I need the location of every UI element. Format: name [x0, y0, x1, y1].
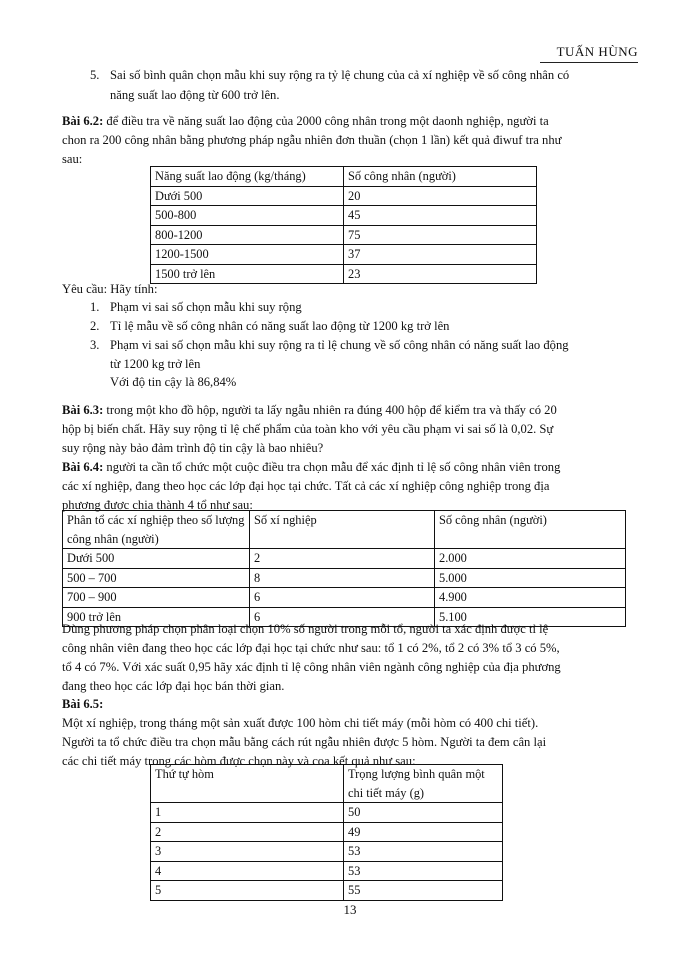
table-row: 900 trở lên 6 5.100	[63, 607, 626, 627]
table-row: 5 55	[151, 881, 503, 901]
exercise-6-2-title: Bài 6.2:	[62, 114, 104, 128]
table-row: 4 53	[151, 861, 503, 881]
list-item-5-cont: năng suất lao động từ 600 trở lên.	[110, 88, 280, 102]
exercise-6-3-title: Bài 6.3:	[62, 403, 104, 417]
page-number: 13	[343, 902, 357, 917]
exercise-6-5-title: Bài 6.5:	[62, 697, 104, 711]
exercise-6-4-text: Bài 6.4: người ta cần tổ chức một cuộc điều tra chọn mẫu để xác định tỉ lệ số công nhân viên trong các xí nghiệp, đang theo học các lớp đại học tại chức. Tất cả các xí nghiệp công nghiệp trong địa phương được chia thành 4 tổ như sau:	[62, 460, 561, 512]
header-rule	[540, 62, 638, 63]
table-row: 1500 trở lên 23	[151, 264, 537, 284]
list-item: 3. Phạm vi sai số chọn mẫu khi suy rộng ra tỉ lệ chung về số công nhân có năng suất lao động	[90, 338, 569, 352]
table-row: 500-800 45	[151, 206, 537, 226]
list-item-cont: từ 1200 kg trở lên	[110, 357, 201, 371]
exercise-6-4-paragraph: Dùng phương pháp chọn phân loại chọn 10% số người trong mỗi tổ, người ta xác định được tỉ lệ công nhân viên đang theo học các lớp đại học tại chức như sau: tổ 1 có 2%, tổ 2 có 3% tổ 3 có 5%, tổ 4 có 7%. Với xác suất 0,95 hãy xác định tỉ lệ công nhân viên ngành công nghiệp của địa phương đang theo học các lớp đại học bán thời gian.	[62, 622, 561, 693]
table-row: 3 53	[151, 842, 503, 862]
table-row: 1 50	[151, 803, 503, 823]
table-row: 800-1200 75	[151, 225, 537, 245]
table-row: 700 – 900 6 4.900	[63, 588, 626, 608]
table-row: Dưới 500 2 2.000	[63, 549, 626, 569]
table-6-4	[62, 510, 626, 627]
exercise-6-5-text: Bài 6.5: Một xí nghiệp, trong tháng một sản xuất được 100 hòm chi tiết máy (mỗi hòm có 400 chi tiết). Người ta tổ chức điều tra chọn mẫu bằng cách rút ngẫu nhiên được 5 hòm. Người ta đem cân lại các chi tiết máy trong các hòm được chọn này và coa kết quả như sau:	[62, 697, 547, 768]
table-row: 2 49	[151, 822, 503, 842]
table-header-row: Phân tổ các xí nghiệp theo số lượng công nhân (người) Số xí nghiệp Số công nhân (người)	[63, 511, 626, 549]
table-row: 500 – 700 8 5.000	[63, 568, 626, 588]
table-6-5	[150, 764, 503, 901]
confidence-note: Với độ tin cậy là 86,84%	[110, 375, 237, 389]
exercise-6-4-title: Bài 6.4:	[62, 460, 104, 474]
table-6-2	[150, 166, 537, 284]
list-item: 1. Phạm vi sai số chọn mẫu khi suy rộng	[90, 300, 302, 314]
list-item-5: 5. Sai số bình quân chọn mẫu khi suy rộng ra tỷ lệ chung của cả xí nghiệp về số công nhân có	[90, 68, 570, 82]
table-header-row: Thứ tự hòm Trọng lượng bình quân một chi tiết máy (g)	[151, 765, 503, 803]
exercise-6-2-text: Bài 6.2: để điều tra về năng suất lao động của 2000 công nhân trong một daonh nghiệp, người ta chon ra 200 công nhân bằng phương pháp ngẫu nhiên đơn thuần (chọn 1 lần) kết quả điwuf tra như sau:	[62, 114, 562, 166]
exercise-6-3-text: Bài 6.3: trong một kho đồ hộp, người ta lấy ngẫu nhiên ra đúng 400 hộp để kiểm tra và thấy có 20 hộp bị biến chất. Hãy suy rộng tỉ lệ chế phẩm của toàn kho với yêu cầu phạm vi sai số là 0,02. Sự suy rộng này bảo đảm trình độ tin cậy là bao nhiêu?	[62, 403, 557, 455]
header-author: TUẤN HÙNG	[556, 44, 638, 59]
table-header-row: Năng suất lao động (kg/tháng) Số công nhân (người)	[151, 167, 537, 187]
table-row: Dưới 500 20	[151, 186, 537, 206]
requirement-label: Yêu cầu: Hãy tính:	[62, 282, 158, 296]
list-item: 2. Tỉ lệ mẫu về số công nhân có năng suất lao động từ 1200 kg trở lên	[90, 319, 450, 333]
table-row: 1200-1500 37	[151, 245, 537, 265]
